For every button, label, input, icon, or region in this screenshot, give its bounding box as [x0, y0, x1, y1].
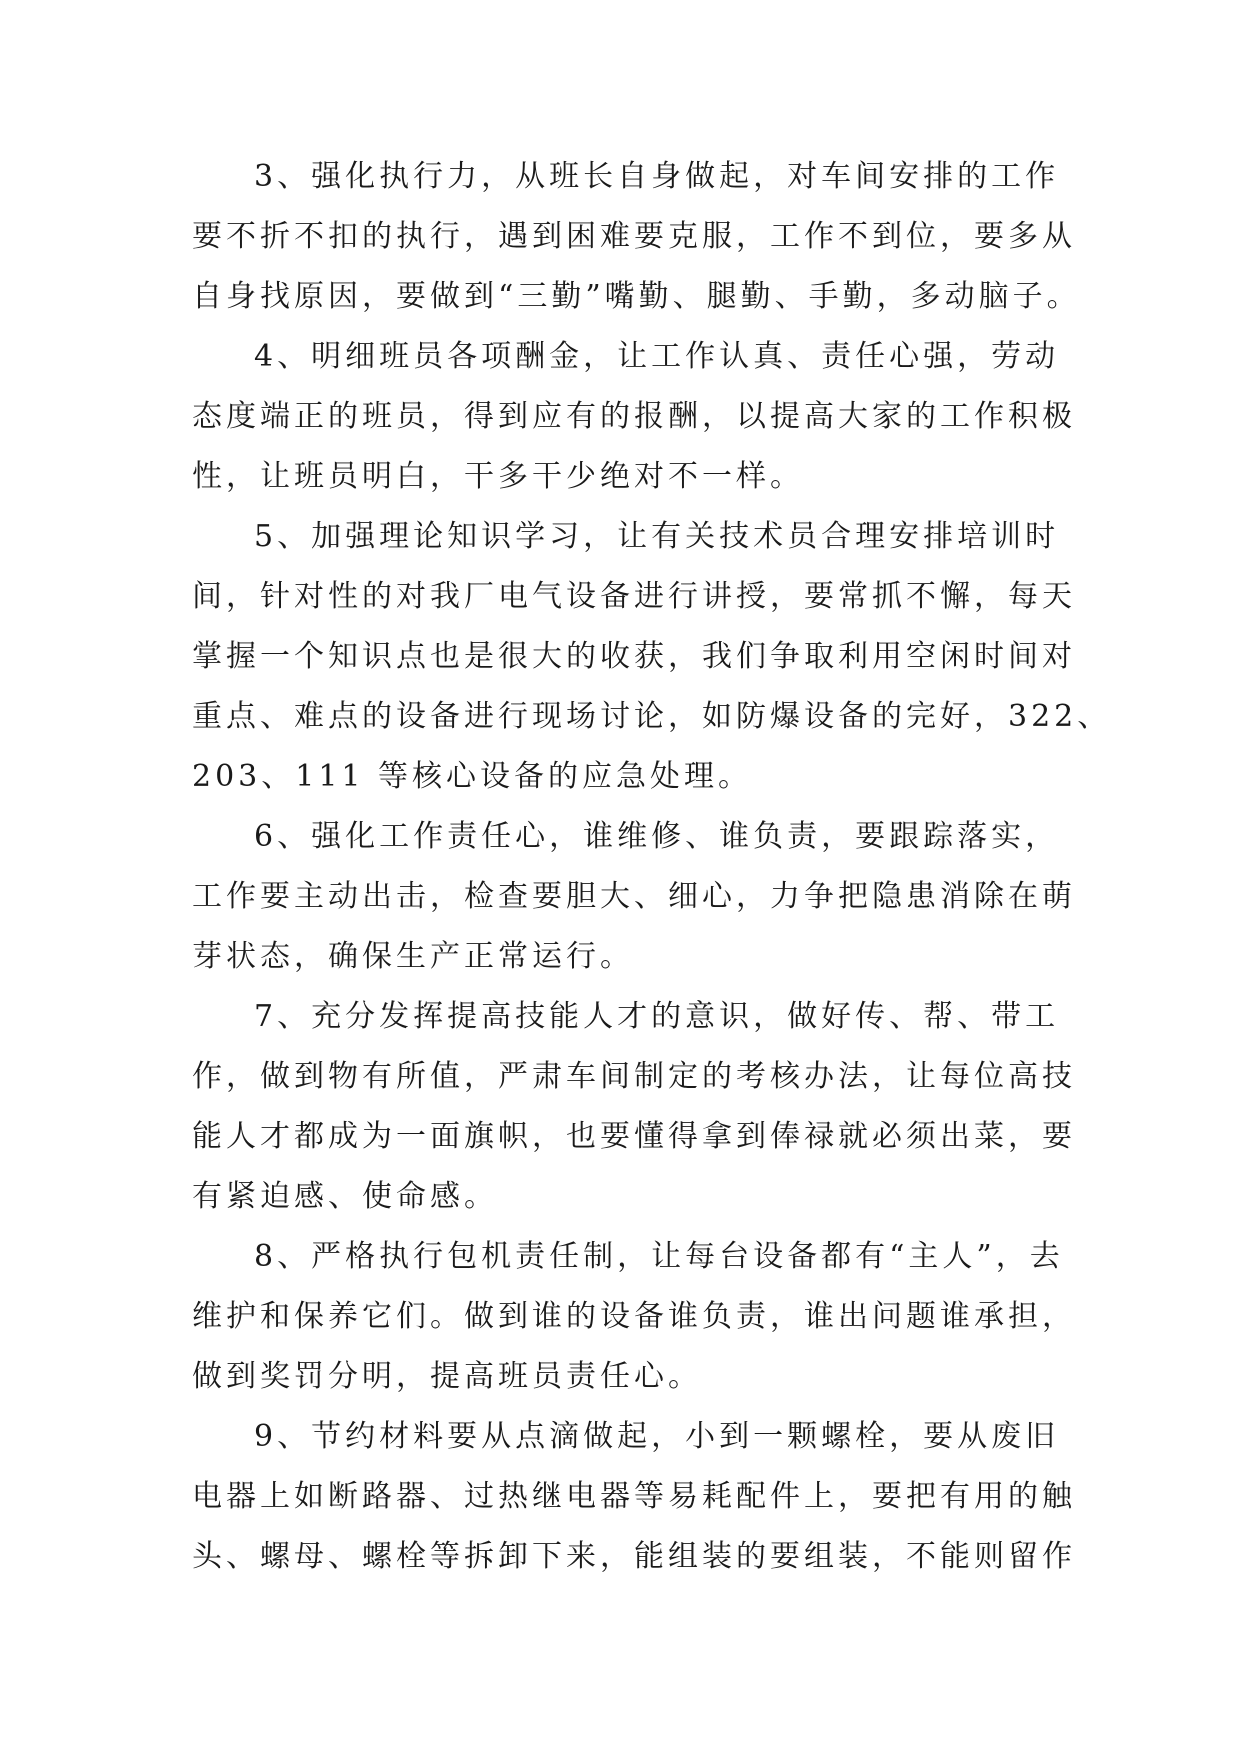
- paragraph-9-line-3: 头、螺母、螺栓等拆卸下来，能组装的要组装，不能则留作: [192, 1539, 1076, 1574]
- paragraph-9-line-1: 9、节约材料要从点滴做起，小到一颗螺栓，要从废旧: [254, 1419, 1060, 1454]
- paragraph-5-line-4: 重点、难点的设备进行现场讨论，如防爆设备的完好，322、: [192, 699, 1112, 734]
- paragraph-8-line-1: 8、严格执行包机责任制，让每台设备都有“主人”，去: [254, 1239, 1064, 1274]
- paragraph-4-line-2: 态度端正的班员，得到应有的报酬，以提高大家的工作积极: [192, 399, 1076, 434]
- paragraph-7-line-3: 能人才都成为一面旗帜，也要懂得拿到俸禄就必须出菜，要: [192, 1119, 1076, 1154]
- paragraph-5-line-2: 间，针对性的对我厂电气设备进行讲授，要常抓不懈，每天: [192, 579, 1076, 614]
- paragraph-8-line-2: 维护和保养它们。做到谁的设备谁负责，谁出问题谁承担，: [192, 1299, 1076, 1334]
- paragraph-5-line-1: 5、加强理论知识学习，让有关技术员合理安排培训时: [254, 519, 1060, 554]
- paragraph-6-line-3: 芽状态，确保生产正常运行。: [192, 939, 634, 974]
- paragraph-6-line-1: 6、强化工作责任心，谁维修、谁负责，要跟踪落实，: [254, 819, 1060, 854]
- paragraph-6-line-2: 工作要主动出击，检查要胆大、细心，力争把隐患消除在萌: [192, 879, 1076, 914]
- paragraph-5-line-5: 203、111 等核心设备的应急处理。: [192, 759, 753, 794]
- paragraph-3-line-1: 3、强化执行力，从班长自身做起，对车间安排的工作: [254, 159, 1060, 194]
- paragraph-3-line-2: 要不折不扣的执行，遇到困难要克服，工作不到位，要多从: [192, 219, 1076, 254]
- paragraph-7-line-2: 作，做到物有所值，严肃车间制定的考核办法，让每位高技: [192, 1059, 1076, 1094]
- paragraph-4-line-3: 性，让班员明白，干多干少绝对不一样。: [192, 459, 804, 494]
- paragraph-3-line-3: 自身找原因，要做到“三勤”嘴勤、腿勤、手勤，多动脑子。: [192, 279, 1081, 314]
- paragraph-4-line-1: 4、明细班员各项酬金，让工作认真、责任心强，劳动: [254, 339, 1060, 374]
- paragraph-7-line-4: 有紧迫感、使命感。: [192, 1179, 498, 1214]
- paragraph-5-line-3: 掌握一个知识点也是很大的收获，我们争取利用空闲时间对: [192, 639, 1076, 674]
- paragraph-9-line-2: 电器上如断路器、过热继电器等易耗配件上，要把有用的触: [192, 1479, 1076, 1514]
- paragraph-8-line-3: 做到奖罚分明，提高班员责任心。: [192, 1359, 702, 1394]
- paragraph-7-line-1: 7、充分发挥提高技能人才的意识，做好传、帮、带工: [254, 999, 1060, 1034]
